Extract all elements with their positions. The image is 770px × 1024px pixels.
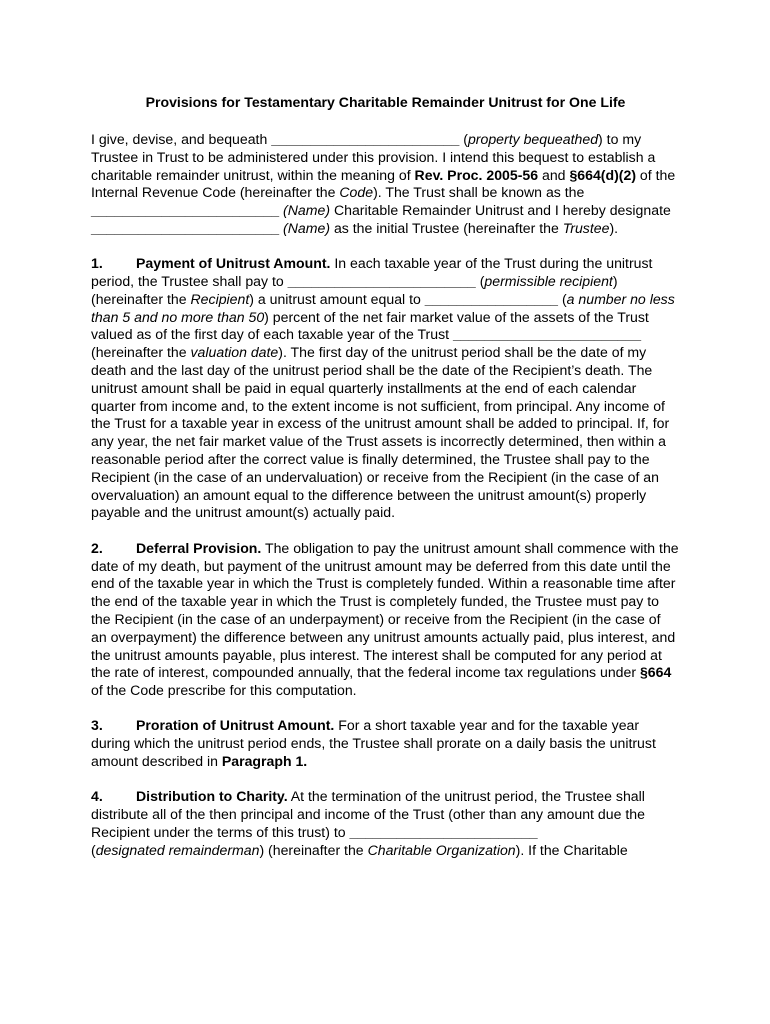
property-blank: ________________________: [271, 131, 460, 147]
paragraph-number: 1.: [91, 255, 103, 272]
paragraph-4: 4. Distribution to Charity. At the termination of the unitrust period, the Trustee shall distribute all of the then principal and income of the Trust (other than any amount due the Recipient under the terms of this trust) to ________________________ (designated remainderman) (hereinafter the Charitable Organization). If the Charitable: [91, 788, 645, 858]
remainderman-blank: ________________________: [349, 823, 538, 840]
intro-paragraph: I give, devise, and bequeath ________________________ (property bequeathed) to my Trustee in Trust to be administered under this provision. I intend this bequest to establish a charitable remainder unitrust, within the meaning of Rev. Proc. 2005-56 and §664(d)(2) of the Internal Revenue Code (hereinafter the Code). The Trust shall be known as the ________________________ (Name) Charitable Remainder Unitrust and I hereby designate ________________________ (Name) as the initial Trustee (hereinafter the Trustee).: [91, 131, 676, 236]
paragraph-2: 2. Deferral Provision. The obligation to pay the unitrust amount shall commence with the date of my death, but payment of the unitrust amount may be deferred from this date until the end of the taxable year in which the Trust is completely funded. Within a reasonable time after the end of the taxable year in which the Trust is completely funded, the Trustee must pay to the Recipient (in the case of an underpayment) or receive from the Recipient (in the case of an overpayment) the difference between any unitrust amounts actually paid, plus interest, and the unitrust amounts payable, plus interest. The interest shall be computed for any period at the rate of interest, compounded annually, that the federal income tax regulations under §664 of the Code prescribe for this computation.: [91, 539, 679, 699]
trust-name-blank: ________________________: [91, 202, 280, 219]
paragraph-heading: Payment of Unitrust Amount.: [136, 255, 331, 272]
paragraph-3: 3. Proration of Unitrust Amount. For a short taxable year and for the taxable year during which the unitrust period ends, the Trustee shall prorate on a daily basis the unitrust amount described in Paragraph 1.: [91, 717, 656, 769]
paragraph-1: 1. Payment of Unitrust Amount. In each taxable year of the Trust during the unitrust period, the Trustee shall pay to ________________________ (permissible recipient) (hereinafter the Recipient) a unitrust amount equal to _________________ (a number no less than 5 and no more than 50) percent of the net fair market value of the assets of the Trust valued as of the first day of each taxable year of the Trust ________________________ (hereinafter the valuation date). The first day of the unitrust period shall be the date of my death and the last day of the unitrust period shall be the date of the Recipient’s death. The unitrust amount shall be paid in equal quarterly installments at the end of each calendar quarter from income and, to the extent income is not sufficient, from principal. Any income of the Trust for a taxable year in excess of the unitrust amount shall be added to principal. If, for any year, the net fair market value of the Trust assets is incorrectly determined, then within a reasonable period after the correct value is finally determined, the Trustee shall pay to the Recipient (in the case of an undervaluation) or receive from the Recipient (in the case of an overvaluation) an amount equal to the difference between the unitrust amount(s) properly payable and the unitrust amount(s) actually paid.: [91, 255, 675, 521]
paragraph-heading: Distribution to Charity.: [136, 788, 288, 805]
document-title: Provisions for Testamentary Charitable Remainder Unitrust for One Life: [145, 94, 626, 110]
trustee-name-blank: ________________________: [91, 219, 280, 236]
recipient-blank: ________________________: [287, 273, 476, 290]
paragraph-number: 3.: [91, 717, 103, 734]
paragraph-heading: Deferral Provision.: [136, 539, 262, 556]
percent-blank: _________________: [424, 290, 559, 307]
paragraph-number: 2.: [91, 539, 103, 556]
paragraph-number: 4.: [91, 788, 103, 805]
valuation-blank: ________________________: [452, 326, 642, 343]
paragraph-heading: Proration of Unitrust Amount.: [136, 717, 335, 734]
